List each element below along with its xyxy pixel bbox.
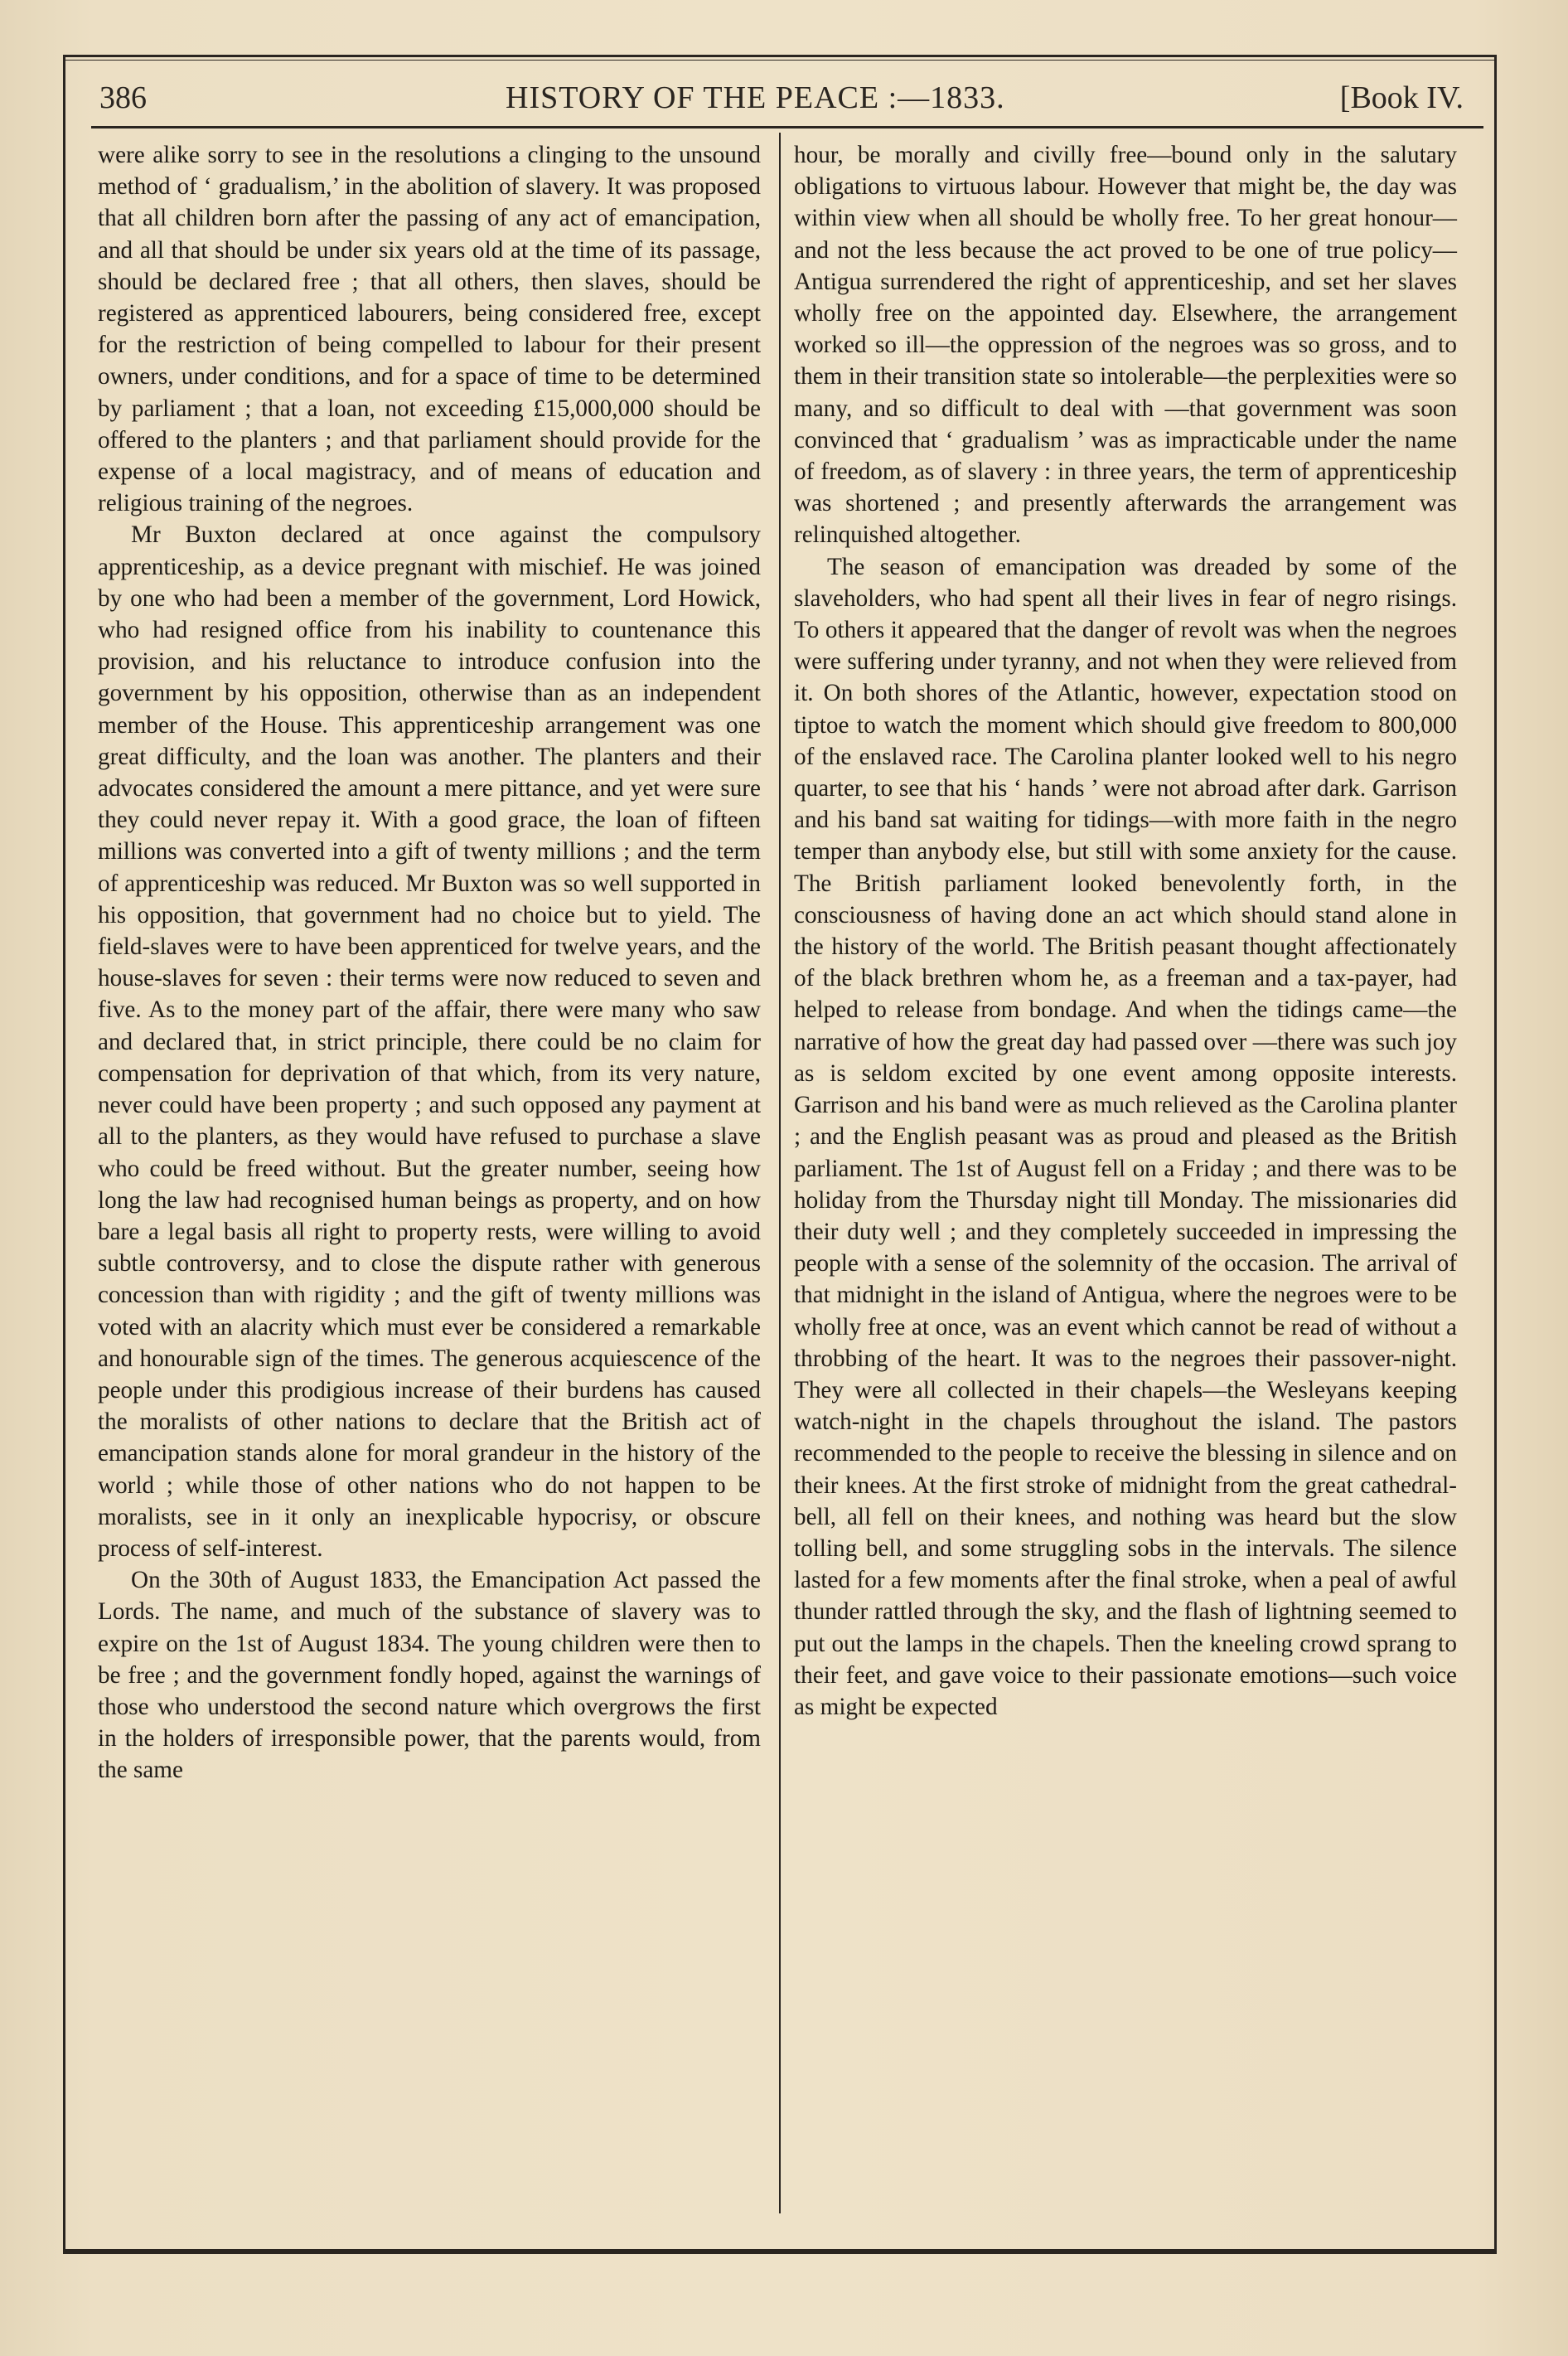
paragraph: Mr Buxton declared at once against the compulsory apprenticeship, as a device pregnant with mischief. He was joined by one who had been a member of the government, Lord Howick, who had resigned office from his inability to countenance this provision, and his reluctance to introduce confusion into the government by his opposition, otherwise than as an independent member of the House. This apprenticeship arrangement was one great difficulty, and the loan was another. The planters and their advocates considered the amount a mere pittance, and yet were sure they could never repay it. With a good grace, the loan of fifteen millions was converted into a gift of twenty millions ; and the term of apprenticeship was reduced. Mr Buxton was so well supported in his opposition, that government had no choice but to yield. The field-slaves were to have been apprenticed for twelve years, and the house-slaves for seven : their terms were now reduced to seven and five. As to the money part of the affair, there were many who saw and declared that, in strict principle, there could be no claim for compensation for deprivation of that which, from its very nature, never could have been property ; and such opposed any payment at all to the planters, as they would have refused to purchase a slave who could be freed without. But the greater number, seeing how long the law had recognised human beings as property, and on how bare a legal basis all right to property rests, were willing to avoid subtle controversy, and to close the dispute rather with generous concession than with rigidity ; and the gift of twenty millions was voted with an alacrity which must ever be considered a remarkable and honourable sign of the times. The generous acquiescence of the people under this prodigious increase of their burdens has caused the moralists of other nations to declare that the British act of emancipation stands alone for moral grandeur in the history of the world ; while those of other nations who do not happen to be moralists, see in it only an inexplicable hypocrisy, or obscure process of self-interest. <box>98 521 761 1562</box>
border-inner-rule <box>63 60 1497 61</box>
paragraph: were alike sorry to see in the resolutions a clinging to the unsound method of ‘ gradualism,’ in the abolition of slavery. It was proposed that all children born after the passing of any act of emancipation, and all that should be under six years old at the time of its passage, should be declared free ; that all others, then slaves, should be registered as apprenticed labourers, being considered free, except for the restriction of being compelled to labour for their present owners, under conditions, and for a space of time to be determined by parliament ; that a loan, not exceeding £15,000,000 should be offered to the planters ; and that parliament should provide for the expense of a local magistracy, and of means of education and religious training of the negroes. <box>98 142 761 517</box>
right-column <box>794 139 1457 1723</box>
paragraph: hour, be morally and civilly free—bound only in the salutary obligations to virtuous labour. However that might be, the day was within view when all should be wholly free. To her great honour—and not the less because the act proved to be one of true policy—Antigua surrendered the right of apprenticeship, and set her slaves wholly free on the appointed day. Elsewhere, the arrangement worked so ill—the oppression of the negroes was so gross, and to them in their transition state so intolerable—the perplexities were so many, and so difficult to deal with —that government was soon convinced that ‘ gradualism ’ was as impracticable under the name of freedom, as of slavery : in three years, the term of apprenticeship was shortened ; and presently afterwards the arrangement was relinquished altogether. <box>794 142 1457 549</box>
bottom-rule <box>63 2252 1497 2254</box>
book-label: [Book IV. <box>1339 80 1464 115</box>
page-number: 386 <box>99 80 147 115</box>
running-header <box>91 76 1483 126</box>
header-rule <box>91 126 1483 128</box>
column-divider <box>779 133 781 2213</box>
running-title: HISTORY OF THE PEACE :—1833. <box>506 80 1005 115</box>
left-column <box>98 139 761 1786</box>
paragraph: The season of emancipation was dreaded by some of the slaveholders, who had spent all their lives in fear of negro risings. To others it appeared that the danger of revolt was when the negroes were suffering under tyranny, and not when they were relieved from it. On both shores of the Atlantic, however, expectation stood on tiptoe to watch the moment which should give freedom to 800,000 of the enslaved race. The Carolina planter looked well to his negro quarter, to see that his ‘ hands ’ were not abroad after dark. Garrison and his band sat waiting for tidings—with more faith in the negro temper than anybody else, but still with some anxiety for the cause. The British parliament looked benevolently forth, in the consciousness of having done an act which should stand alone in the history of the world. The British peasant thought affectionately of the black brethren whom he, as a freeman and a tax-payer, had helped to release from bondage. And when the tidings came—the narrative of how the great day had passed over —there was such joy as is seldom excited by one event among opposite interests. Garrison and his band were as much relieved as the Carolina planter ; and the English peasant was as proud and pleased as the British parliament. The 1st of August fell on a Friday ; and there was to be holiday from the Thursday night till Monday. The missionaries did their duty well ; and they completely succeeded in impressing the people with a sense of the solemnity of the occasion. The arrival of that midnight in the island of Antigua, where the negroes were to be wholly free at once, was an event which cannot be read of without a throbbing of the heart. It was to the negroes their passover-night. They were all collected in their chapels—the Wesleyans keeping watch-night in the chapels throughout the island. The pastors recommended to the people to receive the blessing in silence and on their knees. At the first stroke of midnight from the great cathedral-bell, all fell on their knees, and nothing was heard but the slow tolling bell, and some struggling sobs in the intervals. The silence lasted for a few moments after the final stroke, when a peal of awful thunder rattled through the sky, and the flash of lightning seemed to put out the lamps in the chapels. Then the kneeling crowd sprang to their feet, and gave voice to their passionate emotions—such voice as might be expected <box>794 553 1457 1720</box>
paragraph: On the 30th of August 1833, the Emancipation Act passed the Lords. The name, and much of the substance of slavery was to expire on the 1st of August 1834. The young children were then to be free ; and the government fondly hoped, against the warnings of those who understood the second nature which overgrows the first in the holders of irresponsible power, that the parents would, from the same <box>98 1567 761 1784</box>
